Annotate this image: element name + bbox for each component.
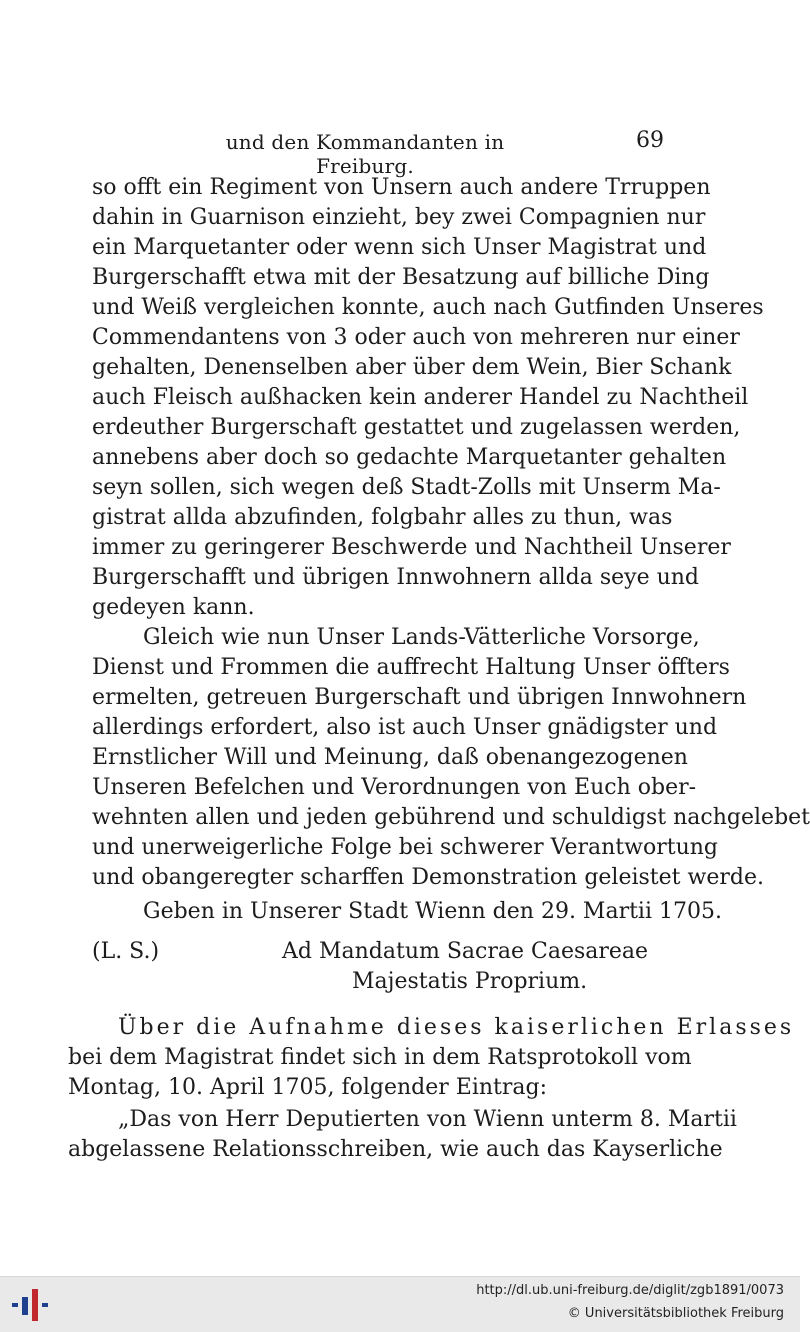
text-line: auch Fleisch außhacken kein anderer Handel zu Nachtheil xyxy=(92,385,749,410)
text-line: „Das von Herr Deputierten von Wienn unterm 8. Martii xyxy=(118,1107,737,1132)
mandate-line: Majestatis Proprium. xyxy=(352,969,588,994)
source-url-link[interactable]: http://dl.ub.uni-freiburg.de/diglit/zgb1891/0073 xyxy=(476,1283,784,1298)
text-line: allerdings erfordert, also ist auch Unser gnädigster und xyxy=(92,715,718,740)
text-line: Gleich wie nun Unser Lands-Vätterliche Vorsorge, xyxy=(143,625,700,650)
text-line: Burgerschafft etwa mit der Besatzung auf billiche Ding xyxy=(92,265,710,290)
text-line: gistrat allda abzufinden, folgbahr alles zu thun, was xyxy=(92,505,673,530)
running-head: und den Kommandanten in Freiburg. xyxy=(225,130,505,178)
viewer-footer xyxy=(0,1276,800,1332)
text-line: Ernstlicher Will und Meinung, daß obenangezogenen xyxy=(92,745,688,770)
text-line: Montag, 10. April 1705, folgender Eintrag: xyxy=(68,1075,548,1100)
text-line: gedeyen kann. xyxy=(92,595,255,620)
text-line: Geben in Unserer Stadt Wienn den 29. Martii 1705. xyxy=(143,899,722,924)
text-line: abgelassene Relationsschreiben, wie auch das Kayserliche xyxy=(68,1137,723,1162)
page-header xyxy=(0,126,800,178)
text-line: Unseren Befelchen und Verordnungen von Euch ober- xyxy=(92,775,697,800)
text-line: erdeuther Burgerschaft gestattet und zugelassen werden, xyxy=(92,415,741,440)
text-line: und Weiß vergleichen konnte, auch nach Gutfinden Unseres xyxy=(92,295,764,320)
text-line: immer zu geringerer Beschwerde und Nachtheil Unserer xyxy=(92,535,731,560)
text-line: und obangeregter scharffen Demonstration geleistet werde. xyxy=(92,865,764,890)
library-logo-icon xyxy=(10,1289,54,1321)
text-line: annebens aber doch so gedachte Marquetanter gehalten xyxy=(92,445,727,470)
text-line: bei dem Magistrat findet sich in dem Ratsprotokoll vom xyxy=(68,1045,692,1070)
text-line: dahin in Guarnison einzieht, bey zwei Compagnien nur xyxy=(92,205,706,230)
copyright-notice: © Universitätsbibliothek Freiburg xyxy=(567,1306,784,1321)
text-line: so offt ein Regiment von Unsern auch andere Trruppen xyxy=(92,175,711,200)
text-line: Über die Aufnahme dieses kaiserlichen Erlasses xyxy=(118,1015,795,1040)
text-line: Burgerschafft und übrigen Innwohnern allda seye und xyxy=(92,565,700,590)
text-line: seyn sollen, sich wegen deß Stadt-Zolls mit Unserm Ma- xyxy=(92,475,721,500)
seal-mark: (L. S.) xyxy=(92,939,160,964)
text-line: gehalten, Denenselben aber über dem Wein, Bier Schank xyxy=(92,355,732,380)
text-line: wehnten allen und jeden gebührend und schuldigst nachgelebet xyxy=(92,805,810,830)
page-number: 69 xyxy=(636,128,664,153)
text-line: und unerweigerliche Folge bei schwerer Verantwortung xyxy=(92,835,719,860)
text-line: Dienst und Frommen die auffrecht Haltung Unser öffters xyxy=(92,655,730,680)
text-line: ermelten, getreuen Burgerschaft und übrigen Innwohnern xyxy=(92,685,747,710)
text-line: ein Marquetanter oder wenn sich Unser Magistrat und xyxy=(92,235,707,260)
mandate-line: Ad Mandatum Sacrae Caesareae xyxy=(282,939,649,964)
text-line: Commendantens von 3 oder auch von mehreren nur einer xyxy=(92,325,740,350)
